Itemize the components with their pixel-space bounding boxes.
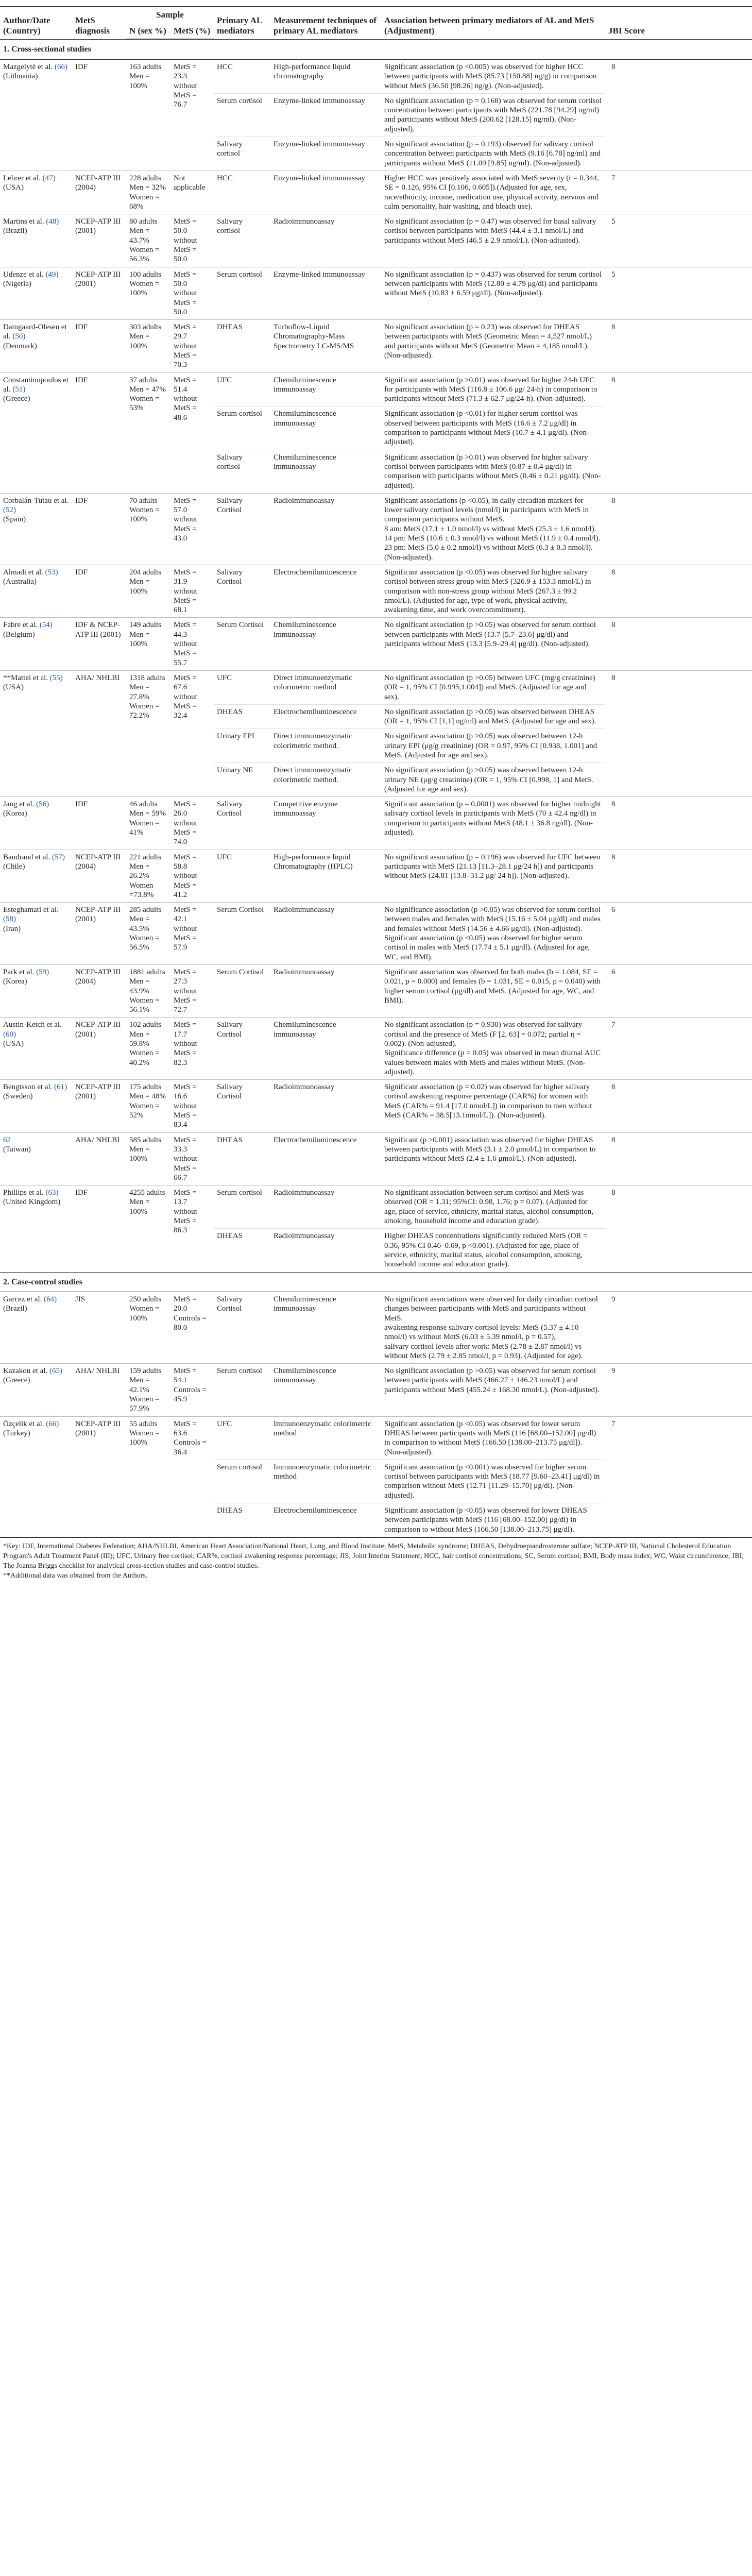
table-row <box>0 1080 752 1132</box>
sample-mets-cell: MetS = 13.7 without MetS = 86.3 <box>170 1185 214 1272</box>
measurement-cell: Radioimmunoassay <box>270 493 381 565</box>
sample-mets-cell: MetS = 67.6 without MetS = 32.4 <box>170 670 214 796</box>
measurement-cell: Turboflow-Liquid Chromatography-Mass Spectrometry LC-MS/MS <box>270 320 381 372</box>
jbi-score-cell: 8 <box>605 850 752 902</box>
mediator-cell: DHEAS <box>214 320 270 372</box>
author-cell: Fabre et al. (54) (Belgium) <box>0 618 72 670</box>
sample-n-cell: 55 adults Women = 100% <box>126 1416 170 1537</box>
jbi-score-cell: 8 <box>605 565 752 617</box>
jbi-score-cell: 8 <box>605 797 752 850</box>
association-cell: No significant association (p = 0.930) was observed for salivary cortisol and the presence of MetS (F [2, 63] = 0.072; partial η = 0.002). (Non-adjusted). Significance difference (p = 0.05) was observed in mean diurnal AUC values between males with MetS and males without MetS. (Non-adjusted). <box>381 1018 605 1080</box>
author-cell: Corbalán-Tutau et al. (52) (Spain) <box>0 493 72 565</box>
association-cell: No significant association (p >0.05) between UFC (mg/g creatinine) (OR = 1, 95% CI [0.995,1.004]) and MetS. (Adjusted for age and sex). <box>381 670 605 704</box>
sample-n-cell: 46 adults Men = 59% Women = 41% <box>126 797 170 850</box>
association-cell: No significant association (p >0.05) was observed between 12-h urinary NE (μg/g creatinine) (OR = 1, 95% CI [0.998, 1] and MetS. (Adjusted for age and sex). <box>381 763 605 797</box>
jbi-score-cell: 8 <box>605 1080 752 1132</box>
association-cell: Significant association (p >0.01) was observed for higher 24-h UFC for participants with MetS (116.8 ± 106.6 μg/ 24-h) in comparison to participants without MetS (71.3 ± 62.7 μg/24-h). (Non-adjusted). <box>381 372 605 406</box>
mediator-cell: UFC <box>214 372 270 406</box>
measurement-cell: Enzyme-linked immunoassay <box>270 93 381 137</box>
association-cell: Significant association (p <0.05) was observed for higher salivary cortisol between stress group with MetS (326.9 ± 153.3 nmol/L) in comparison with non-stress group without MetS (267.3 ± 99.2 nmol/L). (Adjusted for age, type of work, physical activity, awakening time, and work overcommitment). <box>381 565 605 617</box>
mediator-cell: Serum cortisol <box>214 1364 270 1416</box>
association-cell: Higher HCC was positively associated with MetS severity (r = 0.344, SE = 0.126, 95% CI [0.106, 0.605]).(Adjusted for age, sex, race/ethnicity, income, medication use, physical activity, nervous and calm personality, hair washing, and bleach use). <box>381 171 605 214</box>
table-row <box>0 850 752 902</box>
reference-link[interactable]: (60) <box>3 1030 16 1039</box>
table-row <box>0 1292 752 1364</box>
mediator-cell: Urinary EPI <box>214 729 270 763</box>
sample-n-cell: 37 adults Men = 47% Women = 53% <box>126 372 170 493</box>
section-title: 1. Cross-sectional studies <box>0 39 752 59</box>
author-cell: Baudrand et al. (57) (Chile) <box>0 850 72 902</box>
reference-link[interactable]: (48) <box>46 217 59 226</box>
measurement-cell: High-performance liquid Chromatography (HPLC) <box>270 850 381 902</box>
measurement-cell: Electrochemiluminescence <box>270 704 381 729</box>
mediator-cell: UFC <box>214 1416 270 1460</box>
sample-mets-cell: MetS = 17.7 without MetS = 82.3 <box>170 1018 214 1080</box>
footnote <box>0 1537 752 1585</box>
author-cell: Bengtsson et al. (61) (Sweden) <box>0 1080 72 1132</box>
sample-mets-cell: MetS = 31.9 without MetS = 68.1 <box>170 565 214 617</box>
association-cell: Higher DHEAS concentrations significantly reduced MetS (OR = 0.36, 95% CI 0.46–0.69, p <0.001). (Adjusted for age, place of service, ethnicity, marital status, alcohol consumption, smoking, household income and education grade). <box>381 1229 605 1272</box>
mediator-cell: DHEAS <box>214 1132 270 1185</box>
table-row <box>0 964 752 1017</box>
author-cell: Damgaard-Olesen et al. (50) (Denmark) <box>0 320 72 372</box>
sample-n-cell: 585 adults Men = 100% <box>126 1132 170 1185</box>
measurement-cell: Immunoenzymatic colorimetric method <box>270 1416 381 1460</box>
mets-diagnosis-cell: NCEP-ATP III (2001) <box>72 903 126 965</box>
sample-mets-cell: MetS = 63.6 Controls = 36.4 <box>170 1416 214 1537</box>
measurement-cell: Direct immunoenzymatic colorimetric method. <box>270 763 381 797</box>
measurement-cell: Enzyme-linked immunoassay <box>270 171 381 214</box>
mets-diagnosis-cell: IDF <box>72 1185 126 1272</box>
mediator-cell: Urinary NE <box>214 763 270 797</box>
association-cell: Significant (p >0.001) association was observed for higher DHEAS between participants with MetS (3.1 ± 2.0 μmol/L) in comparison to participants without MetS (2.4 ± 1.6 μmol/L). (Non-adjusted). <box>381 1132 605 1185</box>
sample-mets-cell: MetS = 27.3 without MetS = 72.7 <box>170 964 214 1017</box>
header-mediators: Primary AL mediators <box>214 7 270 39</box>
measurement-cell: Direct immunoenzymatic colorimetric method <box>270 670 381 704</box>
mediator-cell: Salivary Cortisol <box>214 1080 270 1132</box>
sample-mets-cell: MetS = 50.0 without MetS = 50.0 <box>170 267 214 319</box>
sample-mets-cell: MetS = 29.7 without MetS = 70.3 <box>170 320 214 372</box>
author-cell: Mazgelytė et al. (66) (Lithuania) <box>3 62 67 81</box>
measurement-cell: Radioimmunoassay <box>270 1185 381 1229</box>
sample-n-cell: 1881 adults Men = 43.9% Women = 56.1% <box>126 964 170 1017</box>
association-cell: Significant association (p >0.01) was observed for higher salivary cortisol between participants with MetS (0.87 ± 0.4 μg/dl) in comparison with participants without MetS (0.46 ± 0.21 μg/dl). (Non-adjusted). <box>381 450 605 493</box>
footnote-additional: **Additional data was obtained from the Authors. <box>3 1571 148 1580</box>
sample-mets-cell: MetS = 33.3 without MetS = 66.7 <box>170 1132 214 1185</box>
reference-link[interactable]: (55) <box>49 673 63 682</box>
jbi-score-cell: 8 <box>605 320 752 372</box>
sample-n-cell: 4255 adults Men = 100% <box>126 1185 170 1272</box>
table-row <box>0 59 752 93</box>
jbi-score-cell: 6 <box>605 964 752 1017</box>
measurement-cell: Radioimmunoassay <box>270 1080 381 1132</box>
reference-link[interactable]: (53) <box>45 568 58 577</box>
mets-diagnosis-cell: IDF <box>72 493 126 565</box>
mediator-cell: DHEAS <box>214 1503 270 1536</box>
sample-n-cell: 1318 adults Men = 27.8% Women = 72.2% <box>126 670 170 796</box>
footnote-key: *Key: IDF, International Diabetes Federation; AHA/NHLBI, American Heart Association/National Heart, Lung, and Blood Institute; MetS, Metabolic syndrome; DHEAS, Dehydroepiandrosterone sulfate; NCEP-ATP III, National Cholesterol Education Program's Adult Treatment Panel (III); UFC, Urinary free cortisol; CAR%, cortisol awakening response percentage; JIS, Joint Interim Statement; HCC, hair cortisol concentrations; SC, Serum cortisol; BMI, Body mass index; WC, Waist circumference; JBI, The Joanna Briggs checklist for analytical cross-section studies and case-control studies. <box>3 1542 744 1570</box>
author-cell: Jang et al. (56) (Korea) <box>0 797 72 850</box>
reference-link[interactable]: (59) <box>36 968 49 976</box>
sample-mets-cell: MetS = 44.3 without MetS = 55.7 <box>170 618 214 670</box>
sample-n-cell: 228 adults Men = 32% Women = 68% <box>126 171 170 214</box>
association-cell: Significant association (p <0.001) was observed for higher serum cortisol between participants with MetS (18.77 [9.60–23.41] μg/dl) in comparison without MetS (12.71 [11.29–15.70] μg/dl). (Non-adjusted). <box>381 1460 605 1503</box>
sample-mets-cell: Not applicable <box>170 171 214 214</box>
sample-n-cell: 303 adults Men = 100% <box>126 320 170 372</box>
measurement-cell: High-performance liquid chromatography <box>274 62 351 81</box>
measurement-cell: Radioimmunoassay <box>270 214 381 267</box>
association-cell: No significance association (p >0.05) was observed for serum cortisol between males and females with MetS (15.16 ± 5.04 μg/dl) and males and females without MetS (14.56 ± 4.66 μg/dl). (Non-adjusted). Significant association (p <0.05) was observed for higher serum cortisol in males with MetS (17.74 ± 5.1 μg/dl). (Adjusted for age, WC, and BMI). <box>381 903 605 965</box>
measurement-cell: Radioimmunoassay <box>270 1229 381 1272</box>
header-author: Author/Date (Country) <box>0 7 72 39</box>
table-row <box>0 214 752 267</box>
mediator-cell: Salivary cortisol <box>214 450 270 493</box>
reference-link[interactable]: (63) <box>45 1189 59 1197</box>
mediator-cell: Serum cortisol <box>214 93 270 137</box>
sample-mets-cell: MetS = 50.0 without MetS = 50.0 <box>170 214 214 267</box>
jbi-score-cell: 9 <box>605 1364 752 1416</box>
header-mets-diagnosis: MetS diagnosis <box>72 7 126 39</box>
sample-mets-cell: MetS = 42.1 without MetS = 57.9 <box>170 903 214 965</box>
reference-link[interactable]: (66) <box>46 1419 59 1428</box>
reference-link[interactable]: (64) <box>44 1295 57 1304</box>
association-cell: No significant association (p = 0.23) was observed for DHEAS between participants with MetS (Geometric Mean = 4,527 nmol/L) and participants without MetS (Geometric Mean = 4,185 nmol/L). (Non-adjusted). <box>381 320 605 372</box>
measurement-cell: Chemiluminescence immunoassay <box>274 1295 336 1313</box>
mediator-cell: Salivary Cortisol <box>214 797 270 850</box>
author-cell: Park et al. (59) (Korea) <box>0 964 72 1017</box>
table-row <box>0 372 752 406</box>
sample-mets-cell: MetS = 23.3 without MetS = 76.7 <box>174 62 197 109</box>
measurement-cell: Immunoenzymatic colorimetric method <box>270 1460 381 1503</box>
table-row <box>0 903 752 965</box>
reference-link[interactable]: (65) <box>49 1367 62 1376</box>
association-cell: No significant association between serum cortisol and MetS was observed (OR = 1.31; 95%CI: 0.98, 1.76; p = 0.07). (Adjusted for age, place of service, ethnicity, marital status, alcohol consumption, smoking, household income and education grade). <box>381 1185 605 1229</box>
reference-link[interactable]: (54) <box>39 621 53 630</box>
mediator-cell: Serum Cortisol <box>214 964 270 1017</box>
mediator-cell: Salivary cortisol <box>214 137 270 171</box>
sample-n-cell: 100 adults Women = 100% <box>126 267 170 319</box>
mediator-cell: DHEAS <box>214 1229 270 1272</box>
author-cell: Austin-Ketch et al. (60) (USA) <box>0 1018 72 1080</box>
mets-diagnosis-cell: IDF <box>72 372 126 493</box>
table-row <box>0 1018 752 1080</box>
association-cell: No significant association (p >0.05) was observed between 12-h urinary EPI (μg/g creatinine) (OR = 0.97, 95% CI [0.938, 1.001] and MetS. (Adjusted for age and sex). <box>381 729 605 763</box>
measurement-cell: Chemiluminescence immunoassay <box>270 450 381 493</box>
mets-diagnosis-cell: NCEP-ATP III (2001) <box>72 267 126 319</box>
jbi-score-cell: 7 <box>605 1018 752 1080</box>
sample-n-cell: 163 adults Men = 100% <box>129 62 162 90</box>
header-jbi-score: JBI Score <box>605 7 752 39</box>
table-row <box>0 1185 752 1229</box>
sample-mets-cell: MetS = 51.4 without MetS = 48.6 <box>170 372 214 493</box>
association-cell: No significant association (p = 0.168) was observed for serum cortisol concentration between participants with MetS (221.78 [94.29] ng/ml) and participants without MetS (200.62 [128.15] ng/ml). (Non-adjusted). <box>381 93 605 137</box>
reference-link[interactable]: (47) <box>42 174 56 182</box>
sample-n-cell: 149 adults Men = 100% <box>126 618 170 670</box>
jbi-score-cell: 8 <box>605 372 752 493</box>
evidence-table <box>0 6 752 1537</box>
table-row <box>0 267 752 319</box>
header-measurement: Measurement techniques of primary AL mediators <box>270 7 381 39</box>
author-cell: Esteghamati et al. (58) (Iran) <box>0 903 72 965</box>
section-title: 2. Case-control studies <box>0 1272 752 1292</box>
mets-diagnosis-cell: NCEP-ATP III (2001) <box>72 214 126 267</box>
author-cell: Özçelik et al. (66) (Turkey) <box>0 1416 72 1537</box>
author-cell: Lehrer et al. (47) (USA) <box>0 171 72 214</box>
mediator-cell: DHEAS <box>214 704 270 729</box>
author-cell: Kazakou et al. (65) (Greece) <box>0 1364 72 1416</box>
mets-diagnosis-cell: NCEP-ATP III (2004) <box>72 171 126 214</box>
mets-diagnosis-cell: AHA/ NHLBI <box>72 1364 126 1416</box>
reference-link[interactable]: (66) <box>54 62 67 71</box>
mediator-cell: Serum cortisol <box>214 267 270 319</box>
table-row <box>0 1364 752 1416</box>
mediator-cell: HCC <box>214 171 270 214</box>
association-cell: Significant associations (p <0.05), in daily circadian markers for lower salivary cortisol levels (nmol/l) in participants with MetS in comparison participants without MetS. 8 am: MetS (17.1 ± 1.0 nmol/l) vs without MetS (25.3 ± 1.6 nmol/l). 14 pm: MetS (10.6 ± 0.3 nmol/l) vs without MetS (11.9 ± 0.4 nmol/l). 23 pm: MetS (5.0 ± 0.2 nmol/l) vs without MetS (6.3 ± 0.3 nmol/l). (Non-adjusted). <box>381 493 605 565</box>
association-cell: Significant association (p <0.01) for higher serum cortisol was observed between participants with MetS (16.6 ± 7.2 μg/dl) in comparison to participants without MetS (10.7 ± 4.1 μg/dl). (Non-adjusted). <box>381 406 605 450</box>
mets-diagnosis-cell: IDF & NCEP-ATP III (2001) <box>72 618 126 670</box>
association-cell: No significant association (p = 0.437) was observed for serum cortisol between participants with MetS (12.80 ± 4.79 μg/dl) and participants without MetS (10.83 ± 6.59 μg/dl). (Non-adjusted). <box>381 267 605 319</box>
reference-link[interactable]: 62 <box>3 1136 11 1144</box>
mets-diagnosis-cell: NCEP-ATP III (2004) <box>72 850 126 902</box>
mediator-cell: Salivary Cortisol <box>217 1295 243 1313</box>
association-cell: Significant association was observed for both males (b = 1.084, SE = 0.021, p = 0.000) and females (b = 1.031, SE = 0.015, p = 0.040) with higher serum cortisol (μg/dl) and MetS. (Adjusted for age, WC, and BMI). <box>381 964 605 1017</box>
author-cell: Almadi et al. (53) (Australia) <box>0 565 72 617</box>
reference-link[interactable]: (56) <box>36 800 49 809</box>
mediator-cell: Serum cortisol <box>214 406 270 450</box>
association-cell: No significant association (p >0.05) was observed for serum cortisol between participants with MetS (13.7 [5.7–23.6] μg/dl) and participants without MetS (13.3 [5.9–29.4] μg/dl). (Non-adjusted). <box>381 618 605 670</box>
author-cell: Udenze et al. (49) (Nigeria) <box>0 267 72 319</box>
mediator-cell: Serum Cortisol <box>214 903 270 965</box>
table-row <box>0 320 752 372</box>
mets-diagnosis-cell: IDF <box>72 565 126 617</box>
reference-link[interactable]: (50) <box>12 332 26 341</box>
reference-link[interactable]: (52) <box>3 506 16 515</box>
measurement-cell: Competitive enzyme immunoassay <box>270 797 381 850</box>
table-body <box>0 39 752 1536</box>
table-row <box>0 493 752 565</box>
mediator-cell: UFC <box>214 850 270 902</box>
measurement-cell: Electrochemiluminescence <box>270 1132 381 1185</box>
measurement-cell: Chemiluminescence immunoassay <box>270 1364 381 1416</box>
mediator-cell: UFC <box>214 670 270 704</box>
sample-n-cell: 221 adults Men = 26.2% Women =73.8% <box>126 850 170 902</box>
jbi-score-cell: 8 <box>605 670 752 796</box>
sample-n-cell: 250 adults Women = 100% <box>129 1295 162 1323</box>
measurement-cell: Direct immunoenzymatic colorimetric method. <box>270 729 381 763</box>
sample-mets-cell: MetS = 16.6 without MetS = 83.4 <box>170 1080 214 1132</box>
association-cell: No significant association (p >0.05) was observed for serum cortisol between participants with MetS (466.27 ± 146.23 nmol/L) and participants without MetS (455.24 ± 168.30 nmol/L). (Non-adjusted). <box>381 1364 605 1416</box>
association-cell: Significant association (p <0.005) was observed for higher HCC between participants with MetS (85.73 [150.88] ng/g) in comparison without MetS (36.50 [98.26] ng/g). (Non-adjusted). <box>384 62 597 90</box>
reference-link[interactable]: (61) <box>54 1083 67 1092</box>
mediator-cell: Salivary cortisol <box>214 214 270 267</box>
association-cell: No significant association (p = 0.47) was observed for basal salivary cortisol between participants with MetS (44.4 ± 3.1 nmol/L) and participants without MetS (46.5 ± 2.9 nmol/L). (Non-adjusted). <box>381 214 605 267</box>
author-cell: 62 (Taiwan) <box>0 1132 72 1185</box>
mediator-cell: Salivary Cortisol <box>214 1018 270 1080</box>
jbi-score-cell: 8 <box>605 618 752 670</box>
mets-diagnosis-cell: IDF <box>72 320 126 372</box>
sample-n-cell: 70 adults Women = 100% <box>126 493 170 565</box>
association-cell: No significant association (p = 0.196) was observed for UFC between participants with MetS (21.13 [11.3–28.1 μg/24 h]) and participants without MetS (24.81 [13.8–31.2 μg/ 24 h]). (Non-adjusted). <box>381 850 605 902</box>
mediator-cell: Salivary Cortisol <box>214 565 270 617</box>
author-cell: Constantinopoulos et al. (51) (Greece) <box>0 372 72 493</box>
measurement-cell: Enzyme-linked immunoassay <box>270 267 381 319</box>
section-row <box>0 39 752 59</box>
jbi-score-cell: 7 <box>605 171 752 214</box>
sample-mets-cell: MetS = 57.0 without MetS = 43.0 <box>170 493 214 565</box>
reference-link[interactable]: (58) <box>3 915 16 924</box>
mets-diagnosis-cell: IDF <box>75 62 88 71</box>
sample-n-cell: 204 adults Men = 100% <box>126 565 170 617</box>
jbi-score-cell: 8 <box>611 62 616 71</box>
header-association: Association between primary mediators of AL and MetS (Adjustment) <box>381 7 605 39</box>
association-cell: Significant association (p = 0.0001) was observed for higher midnight salivary cortisol levels in participants with MetS (70 ± 42.4 ng/dl) in comparison to participants without MetS (48.1 ± 36.8 ng/dl). (Non-adjusted). <box>381 797 605 850</box>
mets-diagnosis-cell: NCEP-ATP III (2001) <box>72 1080 126 1132</box>
sample-mets-cell: MetS = 20.0 Controls = 80.0 <box>174 1295 207 1332</box>
section-row <box>0 1272 752 1292</box>
measurement-cell: Enzyme-linked immunoassay <box>270 137 381 171</box>
mets-diagnosis-cell: NCEP-ATP III (2001) <box>72 1018 126 1080</box>
table-row <box>0 171 752 214</box>
mets-diagnosis-cell: IDF <box>72 797 126 850</box>
association-cell: Significant association (p = 0.02) was observed for higher salivary cortisol awakening response percentage (CAR%) for women with MetS (CAR% = 91.4 [17.0 nmol/L]) in comparison to men without MetS (CAR% = 38.5[13.1nmol/L]). (Non-adjusted). <box>381 1080 605 1132</box>
author-cell: **Mattei et al. (55) (USA) <box>0 670 72 796</box>
mediator-cell: Serum cortisol <box>214 1185 270 1229</box>
mets-diagnosis-cell: AHA/ NHLBI <box>72 1132 126 1185</box>
association-cell: Significant association (p <0.05) was observed for lower serum DHEAS between participants with MetS (116 [68.00–152.00] μg/dl) in comparison to without MetS (166.50 [138.00–213.75 μg/dl]). (Non-adjusted). <box>381 1416 605 1460</box>
jbi-score-cell: 8 <box>605 1132 752 1185</box>
author-cell: Garcez et al. (64) (Brazil) <box>3 1295 57 1313</box>
jbi-score-cell: 8 <box>605 1185 752 1272</box>
header-sample: Sample <box>126 7 214 23</box>
jbi-score-cell: 6 <box>605 903 752 965</box>
mediator-cell: HCC <box>217 62 233 71</box>
measurement-cell: Electrochemiluminescence <box>270 1503 381 1536</box>
sample-n-cell: 159 adults Men = 42.1% Women = 57.9% <box>126 1364 170 1416</box>
reference-link[interactable]: (51) <box>12 385 26 394</box>
table-row <box>0 1132 752 1185</box>
table-row <box>0 565 752 617</box>
mets-diagnosis-cell: NCEP-ATP III (2001) <box>72 1416 126 1537</box>
sample-n-cell: 80 adults Men = 43.7% Women = 56.3% <box>126 214 170 267</box>
jbi-score-cell: 7 <box>605 1416 752 1537</box>
sample-mets-cell: MetS = 54.1 Controls = 45.9 <box>170 1364 214 1416</box>
author-cell: Martins et al. (48) (Brazil) <box>0 214 72 267</box>
association-cell: No significant association (p >0.05) was observed between DHEAS (OR = 1, 95% CI [1,1] ng/ml) and MetS. (Adjusted for age and sex). <box>381 704 605 729</box>
measurement-cell: Chemiluminescence immunoassay <box>270 372 381 406</box>
reference-link[interactable]: (57) <box>52 853 65 861</box>
sample-n-cell: 175 adults Men = 48% Women = 52% <box>126 1080 170 1132</box>
mediator-cell: Serum Cortisol <box>214 618 270 670</box>
table-row <box>0 618 752 670</box>
reference-link[interactable]: (49) <box>45 270 59 279</box>
mets-diagnosis-cell: JIS <box>75 1295 86 1304</box>
table-row <box>0 1416 752 1460</box>
mets-diagnosis-cell: NCEP-ATP III (2004) <box>72 964 126 1017</box>
author-cell: Phillips et al. (63) (United Kingdom) <box>0 1185 72 1272</box>
association-cell: Significant association (p <0.05) was observed for lower DHEAS between participants with MetS (116 [68.00–152.00] μg/dl) in comparison to without MetS (166.50 [138.00–213.75] μg/dl). <box>381 1503 605 1536</box>
header-sample-mets: MetS (%) <box>170 23 214 40</box>
header-sample-n: N (sex %) <box>126 23 170 40</box>
table-row <box>0 797 752 850</box>
association-cell: No significant association (p = 0.193) observed for salivary cortisol concentration between participants with MetS (9.16 [6.78] ng/ml) and participants without MetS (11.09 [9.85] ng/ml). (Non-adjusted). <box>381 137 605 171</box>
mets-diagnosis-cell: AHA/ NHLBI <box>72 670 126 796</box>
sample-mets-cell: MetS = 26.0 without MetS = 74.0 <box>170 797 214 850</box>
measurement-cell: Chemiluminescence immunoassay <box>270 618 381 670</box>
table-row <box>0 670 752 704</box>
measurement-cell: Chemiluminescence immunoassay <box>270 406 381 450</box>
measurement-cell: Electrochemiluminescence <box>270 565 381 617</box>
mediator-cell: Salivary Cortisol <box>214 493 270 565</box>
jbi-score-cell: 5 <box>605 267 752 319</box>
jbi-score-cell: 5 <box>605 214 752 267</box>
association-cell: No significant associations were observed for daily circadian cortisol changes between participants with MetS and participants without MetS. awakening response salivary cortisol levels: MetS (5.37 ± 4.10 nmol/l) vs without MetS (6.03 ± 5.39 nmol/l, p = 0.57), salivary cortisol levels after work: MetS (2.78 ± 2.87 nmol/l) vs without MetS (2.79 ± 2.85 nmol/l, p = 0.93). (Adjusted for age). <box>384 1295 598 1360</box>
measurement-cell: Chemiluminescence immunoassay <box>270 1018 381 1080</box>
sample-n-cell: 102 adults Men = 59.8% Women = 40.2% <box>126 1018 170 1080</box>
mediator-cell: Serum cortisol <box>214 1460 270 1503</box>
sample-mets-cell: MetS = 58.8 without MetS = 41.2 <box>170 850 214 902</box>
measurement-cell: Radioimmunoassay <box>270 903 381 965</box>
jbi-score-cell: 8 <box>605 493 752 565</box>
measurement-cell: Radioimmunoassay <box>270 964 381 1017</box>
sample-n-cell: 285 adults Men = 43.5% Women = 56.5% <box>126 903 170 965</box>
jbi-score-cell: 9 <box>611 1295 616 1304</box>
